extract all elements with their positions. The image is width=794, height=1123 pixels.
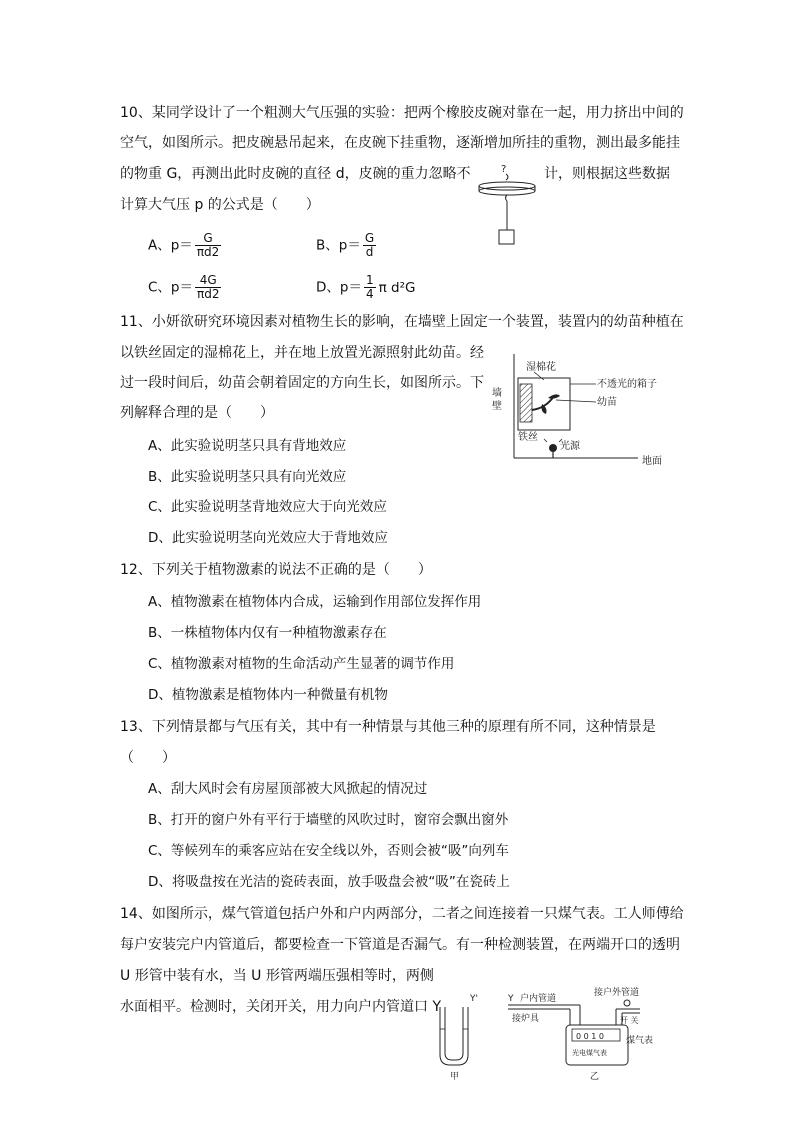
label-outdoor-pipe: 接户外管道 xyxy=(594,988,640,998)
q10-option-c[interactable] xyxy=(148,274,221,301)
numerator: 4G xyxy=(195,274,221,288)
q13-option-a[interactable]: A、刮大风时会有房屋顶部被大风掀起的情况过 xyxy=(148,781,428,797)
q10-option-d[interactable] xyxy=(316,274,415,301)
label-ground: 地面 xyxy=(642,456,662,467)
option-label: B、p＝ xyxy=(316,237,361,254)
q11-line3: 过一段时间后，幼苗会朝着固定的方向生长，如图所示。下 xyxy=(120,375,484,391)
q10-line4: 计算大气压 p 的公式是（ ） xyxy=(120,197,320,213)
fraction xyxy=(364,274,376,301)
q11-option-a[interactable]: A、此实验说明茎只具有背地效应 xyxy=(148,438,347,454)
fraction xyxy=(195,274,221,301)
option-label: D、p＝ xyxy=(316,279,362,296)
label-y-prime: Y' xyxy=(470,994,478,1004)
meter-label: 光电煤气表 xyxy=(572,1049,607,1057)
label-meter: 煤气表 xyxy=(626,1036,654,1046)
q13-line1: 13、下列情景都与气压有关，其中有一种情景与其他三种的原理有所不同，这种情景是 xyxy=(120,719,656,735)
q10-option-a[interactable] xyxy=(148,232,221,259)
label-seedling: 幼苗 xyxy=(597,397,617,408)
label-indoor-pipe: 户内管道 xyxy=(520,994,557,1004)
q10-suction-cup-figure xyxy=(474,160,544,250)
label-wall-1: 墙 xyxy=(492,388,502,399)
label-cotton: 湿棉花 xyxy=(526,362,556,373)
q11-line2: 以铁丝固定的湿棉花上，并在地上放置光源照射此幼苗。经 xyxy=(120,345,484,361)
q10-line2: 空气，如图所示。把皮碗悬吊起来，在皮碗下挂重物，逐渐增加所挂的重物，测出最多能挂 xyxy=(120,135,680,151)
q12-option-c[interactable]: C、植物激素对植物的生命活动产生显著的调节作用 xyxy=(148,656,455,672)
meter-digits: 0 0 1 0 xyxy=(576,1032,604,1041)
option-label: C、p＝ xyxy=(148,279,193,296)
q13-option-d[interactable]: D、将吸盘按在光洁的瓷砖表面，放手吸盘会被“吸”在瓷砖上 xyxy=(148,874,510,890)
label-box: 不透光的箱子 xyxy=(597,379,657,390)
q11-line4: 列解释合理的是（ ） xyxy=(120,405,274,421)
denominator: πd2 xyxy=(196,245,220,259)
q14-line3: U 形管中装有水，当 U 形管两端压强相等时，两侧 xyxy=(120,968,434,984)
q10-option-b[interactable] xyxy=(316,232,376,259)
q11-option-d[interactable]: D、此实验说明茎向光效应大于背地效应 xyxy=(148,530,388,546)
q14-line1: 14、如图所示，煤气管道包括户外和户内两部分，二者之间连接着一只煤气表。工人师傅给 xyxy=(120,906,684,922)
label-stove: 接炉具 xyxy=(512,1014,540,1024)
q11-line1: 11、小妍欲研究环境因素对植物生长的影响，在墙壁上固定一个装置，装置内的幼苗种植在 xyxy=(120,314,684,330)
q14-line2: 每户安装完户内管道后，都要检查一下管道是否漏气。有一种检测装置，在两端开口的透明 xyxy=(120,937,680,953)
numerator: G xyxy=(195,232,221,246)
label-yi: 乙 xyxy=(590,1072,600,1081)
q14-line4: 水面相平。检测时，关闭开关，用力向户内管道口 Y xyxy=(120,999,442,1015)
denominator: d xyxy=(365,245,374,259)
numerator: G xyxy=(364,231,375,245)
q11-plant-figure xyxy=(486,352,672,474)
label-switch: 开 关 xyxy=(620,1016,639,1025)
denominator: 4 xyxy=(365,287,374,301)
q10-line3b: 计，则根据这些数据 xyxy=(544,166,670,182)
q10-line3a: 的物重 G，再测出此时皮碗的直径 d，皮碗的重力忽略不 xyxy=(120,166,471,182)
q10-line1: 10、某同学设计了一个粗测大气压强的实验：把两个橡胶皮碗对靠在一起，用力挤出中间的 xyxy=(120,105,684,121)
q13-option-c[interactable]: C、等候列车的乘客应站在安全线以外，否则会被“吸”向列车 xyxy=(148,843,509,859)
q12-option-a[interactable]: A、植物激素在植物体内合成，运输到作用部位发挥作用 xyxy=(148,594,482,610)
q12-line1: 12、下列关于植物激素的说法不正确的是（ ） xyxy=(120,562,432,578)
q12-option-b[interactable]: B、一株植物体内仅有一种植物激素存在 xyxy=(148,625,387,641)
option-suffix: π d²G xyxy=(378,279,416,296)
fraction xyxy=(195,232,221,259)
label-light: 光源 xyxy=(560,441,580,452)
svg-text:?: ? xyxy=(501,164,507,175)
label-jia: 甲 xyxy=(450,1072,460,1081)
q13-option-b[interactable]: B、打开的窗户外有平行于墙壁的风吹过时，窗帘会飘出窗外 xyxy=(148,812,509,828)
q14-gas-meter-figure xyxy=(430,985,662,1081)
q12-option-d[interactable]: D、植物激素是植物体内一种微量有机物 xyxy=(148,687,388,703)
label-wall-2: 壁 xyxy=(492,401,502,412)
fraction xyxy=(363,232,376,259)
label-y: Y xyxy=(508,994,514,1004)
q11-option-c[interactable]: C、此实验说明茎背地效应大于向光效应 xyxy=(148,499,387,515)
q11-option-b[interactable]: B、此实验说明茎只具有向光效应 xyxy=(148,469,347,485)
numerator: 1 xyxy=(365,273,374,287)
denominator: πd2 xyxy=(197,287,220,301)
q13-line2: （ ） xyxy=(120,750,176,766)
option-label: A、p＝ xyxy=(148,237,193,254)
label-wire: 铁丝 xyxy=(518,432,538,443)
